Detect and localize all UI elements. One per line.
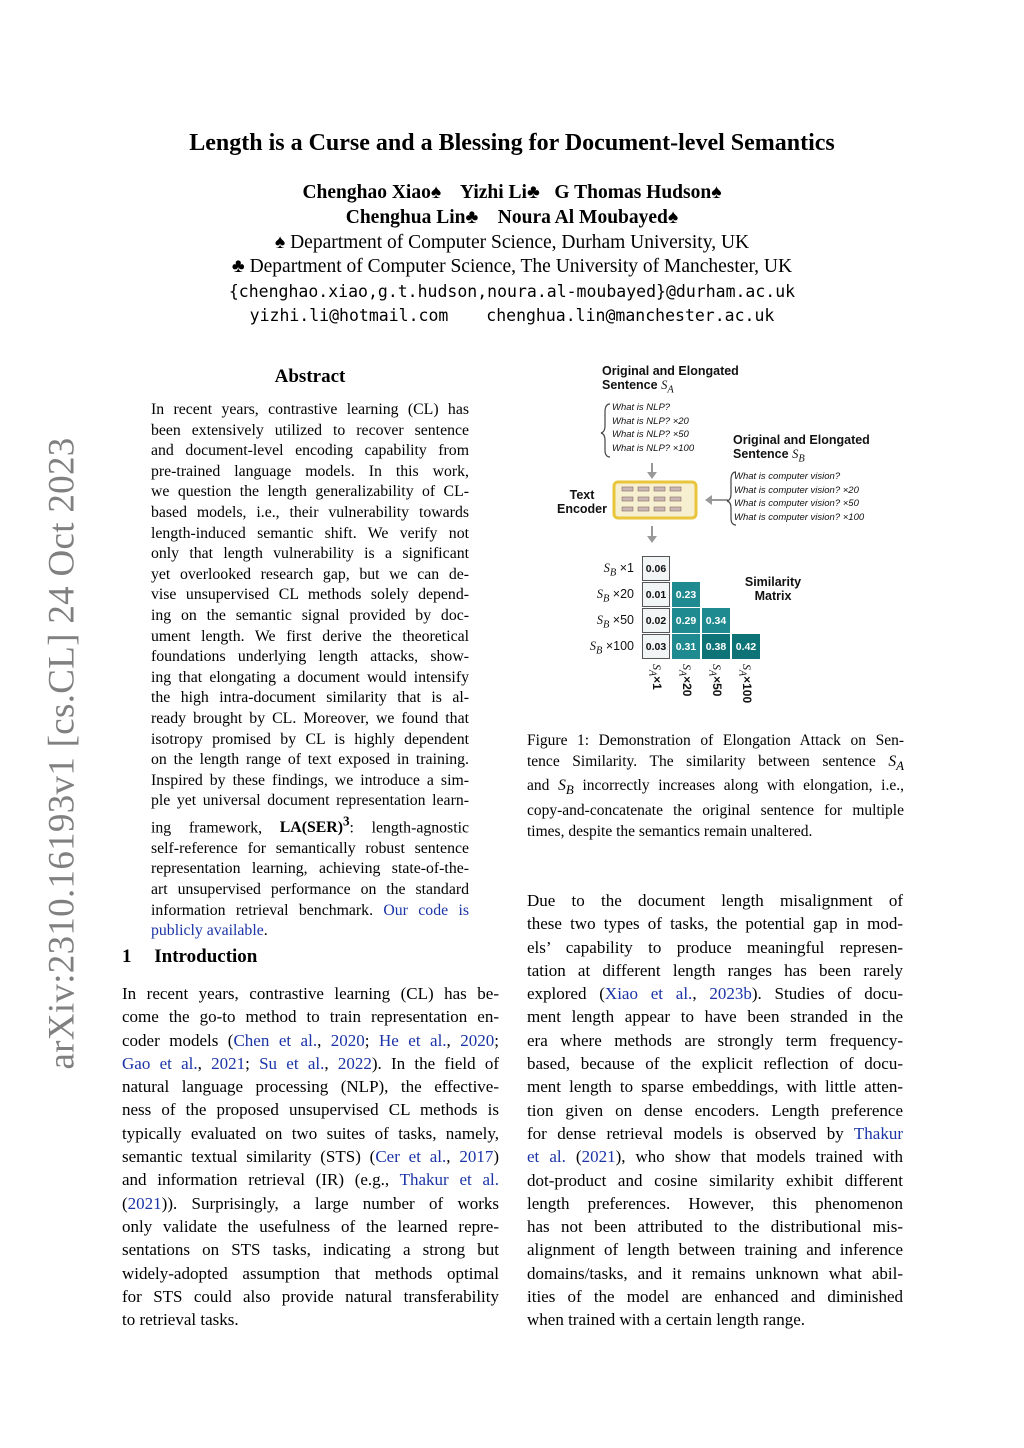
col-label-text: ×20 xyxy=(680,676,694,697)
text-line: ment length appear to have been stranded in the xyxy=(527,1007,903,1027)
text-line: ument length. We first derive the theoretical xyxy=(151,627,469,645)
email-address[interactable]: yizhi.li@hotmail.com xyxy=(249,306,449,325)
section-number: 1 xyxy=(122,946,132,967)
text-line: come the go-to method to train representation en- xyxy=(122,1007,499,1027)
text-line: vise unsupervised CL methods solely depend- xyxy=(151,586,469,604)
question-b: What is computer vision? ×100 xyxy=(734,511,865,523)
text-line: has not been attributed to the distributional mis- xyxy=(527,1217,903,1237)
abstract-body xyxy=(151,400,469,942)
text-line: In recent years, contrastive learning (CL) has xyxy=(151,401,469,418)
text-line: tation at different length ranges has been rarely xyxy=(527,960,903,980)
text-line: on the length range of text exposed in training. xyxy=(151,751,469,769)
text-line: natural language processing (NLP), the effective- xyxy=(122,1077,499,1097)
text-line: art unsupervised performance on the standard xyxy=(151,880,469,898)
text-line: Gao et al., 2021; Su et al., 2022). In the field of xyxy=(122,1053,499,1073)
text-line: we question the length generalizability of CL- xyxy=(151,483,469,501)
authors-line-2 xyxy=(0,207,1024,229)
emails-line-1: {chenghao.xiao,g.t.hudson,noura.al-moubayed}@durham.ac.uk xyxy=(228,282,796,301)
text-line: foundations underlying length attacks, show- xyxy=(151,648,469,666)
text-line: ing on the semantic signal provided by doc- xyxy=(151,606,469,624)
question-b: What is computer vision? ×50 xyxy=(734,498,859,510)
text-line: ing that elongating a document would intensify xyxy=(151,668,469,686)
text-line: for STS could also provide natural transferability xyxy=(122,1286,499,1306)
text-line: Due to the document length misalignment of xyxy=(527,891,903,910)
matrix-row-label: $S_B \times 100$ xyxy=(589,639,634,657)
matrix-cell: 0.29 xyxy=(672,608,700,633)
text-line: been extensively utilized to recover sentence xyxy=(151,421,469,439)
affiliation-durham: ♠ Department of Computer Science, Durham University, UK xyxy=(274,232,750,253)
text-line: isotropy promised by CL is highly dependent xyxy=(151,730,469,748)
text-line: pre-trained language models. In this work, xyxy=(151,462,469,480)
matrix-col-label: $S_A\times 50$ xyxy=(706,664,724,697)
matrix-row-label: $S_B \times 50$ xyxy=(596,613,634,631)
text-line: domains/tasks, and it remains unknown what abil- xyxy=(527,1263,903,1283)
matrix-col-label: $S_A\times 20$ xyxy=(676,664,694,697)
text-line: (2021)). Surprisingly, a large number of works xyxy=(122,1193,499,1213)
intro-right-column xyxy=(527,889,903,1332)
question-a: What is NLP? ×20 xyxy=(612,415,689,427)
text-encoder-label: Text Encoder xyxy=(556,488,607,516)
question-a: What is NLP? xyxy=(612,402,671,413)
matrix-cell: 0.34 xyxy=(702,608,730,633)
abstract-heading: Abstract xyxy=(274,366,346,387)
text-line: and $S_B$ incorrectly increases along with elongation, i.e., xyxy=(527,777,904,798)
arrow-head xyxy=(705,495,712,505)
arrow-head xyxy=(647,472,657,479)
text-line: to retrieval tasks. xyxy=(122,1310,239,1330)
col-label-text: ×100 xyxy=(740,676,754,704)
matrix-cell: 0.42 xyxy=(732,634,760,659)
similarity-matrix-label: Similarity Matrix xyxy=(744,575,802,603)
text-line: self-reference for semantically robust sentence xyxy=(151,839,469,857)
figure-caption xyxy=(527,731,904,842)
text-line: the high intra-document similarity that is al- xyxy=(151,689,469,707)
text-line: ready brought by CL. Moreover, we found that xyxy=(151,709,469,727)
text-line: ple yet universal document representation learn- xyxy=(151,792,469,810)
text-line: these two types of tasks, the potential gap in mod- xyxy=(527,914,903,934)
authors-line-1 xyxy=(0,182,1024,204)
text-line: publicly available. xyxy=(151,922,268,940)
row-label-text: ×1 xyxy=(619,561,634,575)
author-name: Noura Al Moubayed♠ xyxy=(497,207,679,228)
intro-left-column xyxy=(122,982,499,1331)
text-line: and information retrieval (IR) (e.g., Thakur et al. xyxy=(122,1170,499,1190)
email-address[interactable]: chenghua.lin@manchester.ac.uk xyxy=(486,306,775,325)
author-name: Yizhi Li♣ xyxy=(459,182,540,203)
text-line: widely-adopted assumption that methods optimal xyxy=(122,1263,499,1283)
text-line: els’ capability to produce meaningful represen- xyxy=(527,937,903,957)
text-line: sentations on STS tasks, indicating a strong but xyxy=(122,1240,499,1260)
question-b: What is computer vision? xyxy=(734,471,841,482)
text-line: coder models (Chen et al., 2020; He et al., 2020; xyxy=(122,1030,499,1050)
text-line: only validate the usefulness of the learned repre- xyxy=(122,1216,499,1236)
text-line: alignment of length between training and inference xyxy=(527,1240,903,1260)
text-line: copy-and-concatenate the original sentence for multiple xyxy=(527,801,904,819)
text-line: tence Similarity. The similarity between sentence $S_A$ xyxy=(527,752,904,773)
text-line: et al. (2021), who show that models trained with xyxy=(527,1147,903,1167)
matrix-cell: 0.06 xyxy=(642,556,670,581)
author-name: Chenghao Xiao♠ xyxy=(302,182,442,203)
affiliation-manchester: ♣ Department of Computer Science, The University of Manchester, UK xyxy=(231,256,793,277)
text-line: length preferences. However, this phenomenon xyxy=(527,1193,903,1213)
text-line: dot-product and cosine similarity exhibit different xyxy=(527,1170,903,1190)
row-label-text: ×100 xyxy=(605,639,634,653)
text-line: explored (Xiao et al., 2023b). Studies of docu- xyxy=(527,984,904,1004)
col-label-text: ×50 xyxy=(710,676,724,697)
author-name: Chenghua Lin♣ xyxy=(345,207,479,228)
matrix-row-label: $S_B \times 20$ xyxy=(596,587,634,605)
text-line: information retrieval benchmark. Our code is xyxy=(151,901,469,919)
text-line: representation learning, achieving state-of-the- xyxy=(151,860,469,878)
questions-b xyxy=(734,470,864,524)
text-line: when trained with a certain length range. xyxy=(527,1310,806,1330)
text-line: based models, i.e., their vulnerability towards xyxy=(151,503,469,521)
text-line: semantic textual similarity (STS) (Cer et al., 2017) xyxy=(122,1147,499,1167)
author-name: G Thomas Hudson♠ xyxy=(554,182,722,203)
figure-1 xyxy=(530,360,910,720)
paper-title: Length is a Curse and a Blessing for Document-level Semantics xyxy=(189,130,835,156)
text-line: In recent years, contrastive learning (CL) has be- xyxy=(122,984,499,1003)
matrix-col-label: $S_A\times 1$ xyxy=(646,664,664,690)
text-line: era where methods are strongly term frequency- xyxy=(527,1030,903,1050)
section-heading-introduction xyxy=(122,946,257,968)
matrix-cell: 0.31 xyxy=(672,634,700,659)
text-line: Figure 1: Demonstration of Elongation Attack on Sen- xyxy=(527,732,904,749)
text-line: times, despite the semantics remain unaltered. xyxy=(527,822,813,840)
section-title: Introduction xyxy=(154,946,258,967)
matrix-cell: 0.23 xyxy=(672,582,700,607)
text-line: ness of the proposed unsupervised CL methods is xyxy=(122,1100,499,1120)
text-line: yet overlooked research gap, but we can de- xyxy=(151,565,469,583)
question-a: What is NLP? ×100 xyxy=(612,442,695,454)
question-b: What is computer vision? ×20 xyxy=(734,484,859,496)
text-line: based, because of the explicit reflection of docu- xyxy=(527,1054,903,1074)
text-line: typically evaluated on two suites of tasks, namely, xyxy=(122,1123,499,1143)
figure-heading-a: Original and Elongated Sentence $S_A$ xyxy=(602,364,739,396)
text-line: ing framework, LA(SER)$^3$: length-agnostic xyxy=(151,813,469,837)
figure-heading-b: Original and Elongated Sentence $S_B$ xyxy=(733,433,870,465)
matrix-col-label: $S_A\times 100$ xyxy=(736,664,754,704)
matrix-cell: 0.01 xyxy=(642,582,670,607)
text-line: tion given on dense encoders. Length preference xyxy=(527,1100,903,1120)
matrix-row-label: $S_B \times 1$ xyxy=(603,561,634,579)
text-line: length-induced semantic shift. We verify not xyxy=(151,524,469,542)
questions-a xyxy=(612,401,694,455)
row-label-text: ×50 xyxy=(612,613,634,627)
matrix-cell: 0.03 xyxy=(642,634,670,659)
arxiv-identifier: arXiv:2310.16193v1 [cs.CL] 24 Oct 2023 xyxy=(41,437,83,1070)
text-line: for dense retrieval models is observed by Thakur xyxy=(527,1123,903,1143)
emails-line-2 xyxy=(0,306,1024,325)
matrix-cell: 0.02 xyxy=(642,608,670,633)
col-label-text: ×1 xyxy=(650,676,664,690)
matrix-cell: 0.38 xyxy=(702,634,730,659)
brace-a xyxy=(601,404,610,457)
text-line: and document-level encoding capability from xyxy=(151,442,469,460)
question-a: What is NLP? ×50 xyxy=(612,429,689,441)
arrow-head xyxy=(647,536,657,543)
text-line: only that length vulnerability is a significant xyxy=(151,545,469,563)
text-line: Inspired by these findings, we introduce a sim- xyxy=(151,771,469,789)
text-line: ities of the model are enhanced and diminished xyxy=(527,1287,903,1307)
text-line: ment length to sparse embeddings, with little atten- xyxy=(527,1077,903,1097)
row-label-text: ×20 xyxy=(612,587,634,601)
